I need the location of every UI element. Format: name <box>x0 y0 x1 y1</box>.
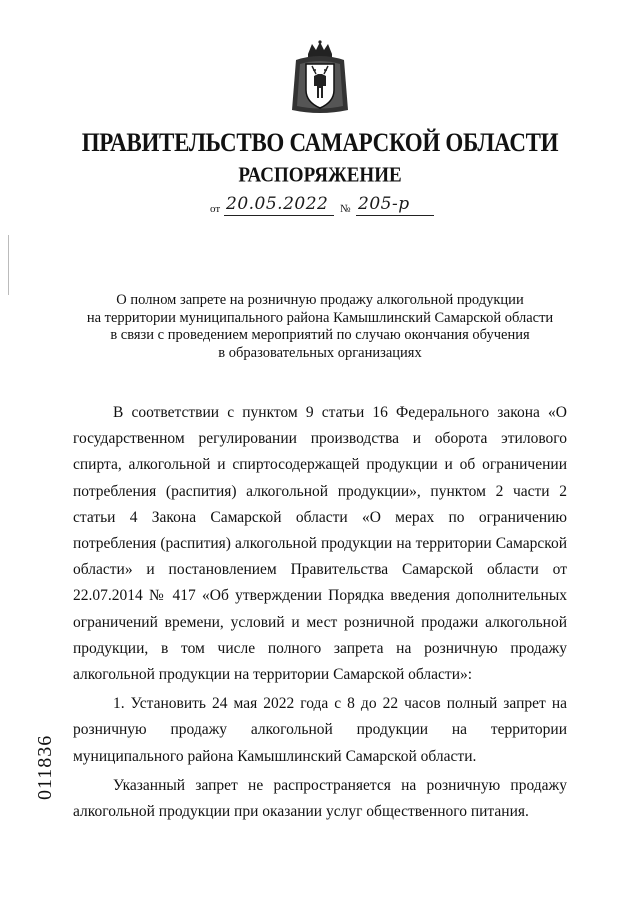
document-date: 20.05.2022 <box>226 194 329 214</box>
document-body <box>73 400 567 825</box>
date-prefix: от <box>210 203 221 215</box>
number-underline <box>356 215 434 216</box>
coat-of-arms-icon <box>288 40 352 116</box>
document-number: 205-р <box>358 194 410 214</box>
scan-margin-mark <box>8 235 9 295</box>
document-meta <box>210 196 440 218</box>
document-subject <box>40 292 600 362</box>
body-paragraph: 1. Установить 24 мая 2022 года с 8 до 22 часов полный запрет на розничную продажу алкогольной продукции на территории муниципального района Камышлинский Самарской области. <box>73 695 567 765</box>
subject-line: в связи с проведением мероприятий по случаю окончания обучения <box>110 327 530 343</box>
body-paragraph: Указанный запрет не распространяется на розничную продажу алкогольной продукции при оказании услуг общественного питания. <box>73 776 567 821</box>
side-serial-number: 011836 <box>34 734 56 800</box>
subject-line: в образовательных организациях <box>218 344 422 361</box>
document-type: РАСПОРЯЖЕНИЕ <box>238 163 402 187</box>
body-paragraph: В соответствии с пунктом 9 статьи 16 Федерального закона «О государственном регулировании производства и оборота этилового спирта, алкогольной и спиртосодержащей продукции и об ограничении потребления (распития) алкогольной продукции», пунктом 2 части 2 статьи 4 Закона Самарской области «О мерах по ограничению потребления (распития) алкогольной продукции на территории Самарской области» и постановлением Правительства Самарской области от 22.07.2014 № 417 «Об утверждении Порядка введения дополнительных ограничений времени, условий и мест розничной продажи алкогольной продукции, в том числе полного запрета на розничную продажу алкогольной продукции на территории Самарской области»: <box>73 404 567 684</box>
subject-line: на территории муниципального района Камышлинский Самарской области <box>86 309 554 326</box>
number-prefix: № <box>340 203 351 215</box>
date-underline <box>224 215 334 216</box>
organization-name: ПРАВИТЕЛЬСТВО САМАРСКОЙ ОБЛАСТИ <box>81 128 559 157</box>
subject-line: О полном запрете на розничную продажу алкогольной продукции <box>116 292 524 308</box>
